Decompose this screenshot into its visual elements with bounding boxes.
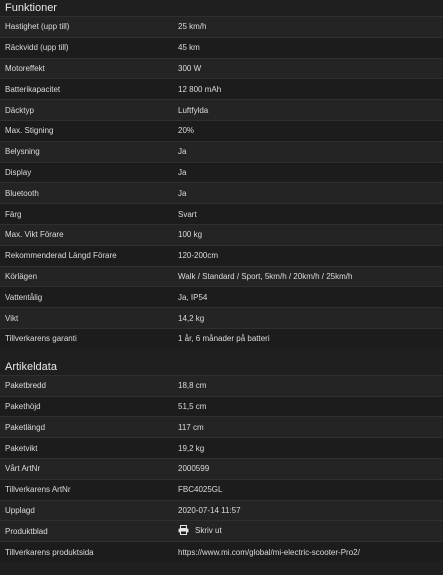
- row-label: Räckvidd (upp till): [5, 43, 69, 53]
- row-value: [178, 548, 443, 557]
- print-link-text: Skriv ut: [195, 525, 222, 535]
- row-label: Tillverkarens garanti: [5, 334, 77, 344]
- table-row: [0, 58, 443, 79]
- article-extra-rows: [0, 520, 443, 562]
- row-value: Luftfylda: [178, 105, 209, 115]
- manufacturer-link[interactable]: https://www.mi.com/global/mi-electric-scooter-Pro2/: [178, 547, 360, 557]
- row-value: 2020-07-14 11:57: [178, 505, 241, 515]
- table-row-manufacturer-page: [0, 541, 443, 562]
- row-value: 18,8 cm: [178, 381, 207, 391]
- row-label: Max. Vikt Förare: [5, 230, 64, 240]
- row-label: Paketbredd: [5, 381, 46, 391]
- row-value: 14,2 kg: [178, 313, 205, 323]
- table-row: [0, 266, 443, 287]
- row-label: Belysning: [5, 147, 40, 157]
- table-row: [0, 328, 443, 349]
- table-row: [0, 375, 443, 396]
- row-value: 300 W: [178, 63, 202, 73]
- table-row: [0, 437, 443, 458]
- printer-icon: [178, 525, 189, 535]
- table-row: [0, 500, 443, 521]
- table-row-product-sheet: [0, 520, 443, 541]
- row-label: Hastighet (upp till): [5, 22, 70, 32]
- functions-table: [0, 16, 443, 349]
- row-value: 12 800 mAh: [178, 84, 222, 94]
- row-label: Körlägen: [5, 271, 38, 281]
- table-row: [0, 78, 443, 99]
- table-row: [0, 182, 443, 203]
- section-title-functions: Funktioner: [5, 2, 57, 14]
- article-table: [0, 375, 443, 521]
- table-row: [0, 224, 443, 245]
- table-row: [0, 37, 443, 58]
- row-label: Vattentålig: [5, 292, 43, 302]
- table-row: [0, 141, 443, 162]
- row-label: Bluetooth: [5, 188, 39, 198]
- row-label: Rekommenderad Längd Förare: [5, 251, 117, 261]
- row-label: Pakethöjd: [5, 401, 41, 411]
- row-value: 100 kg: [178, 230, 203, 240]
- table-row: [0, 286, 443, 307]
- row-value: [178, 525, 443, 537]
- table-row: [0, 203, 443, 224]
- row-value: 45 km: [178, 43, 200, 53]
- row-label: Vikt: [5, 313, 19, 323]
- row-value: FBC4025GL: [178, 485, 223, 495]
- table-row: [0, 396, 443, 417]
- row-value: Ja, IP54: [178, 292, 208, 302]
- table-row: [0, 416, 443, 437]
- table-row: [0, 99, 443, 120]
- row-value: 51,5 cm: [178, 401, 207, 411]
- row-label: Färg: [5, 209, 22, 219]
- table-row: [0, 479, 443, 500]
- row-label: Paketvikt: [5, 443, 38, 453]
- row-value: Walk / Standard / Sport, 5km/h / 20km/h / 25km/h: [178, 271, 353, 281]
- print-link[interactable]: [178, 525, 222, 535]
- row-value: 1 år, 6 månader på batteri: [178, 334, 270, 344]
- table-row: [0, 245, 443, 266]
- row-value: Ja: [178, 167, 187, 177]
- table-row: [0, 16, 443, 37]
- row-value: 117 cm: [178, 422, 204, 432]
- row-label: Tillverkarens produktsida: [5, 547, 94, 557]
- row-value: Ja: [178, 188, 187, 198]
- row-label: Produktblad: [5, 526, 48, 536]
- row-value: Svart: [178, 209, 197, 219]
- row-label: Motoreffekt: [5, 63, 45, 73]
- row-value: 20%: [178, 126, 195, 136]
- row-label: Tillverkarens ArtNr: [5, 485, 71, 495]
- table-row: [0, 162, 443, 183]
- row-label: Max. Stigning: [5, 126, 54, 136]
- table-row: [0, 120, 443, 141]
- row-value: 25 km/h: [178, 22, 207, 32]
- row-value: Ja: [178, 147, 187, 157]
- row-label: Batterikapacitet: [5, 84, 61, 94]
- row-value: 2000599: [178, 464, 210, 474]
- row-value: 19,2 kg: [178, 443, 205, 453]
- row-label: Vårt ArtNr: [5, 464, 41, 474]
- row-label: Däcktyp: [5, 105, 34, 115]
- row-label: Paketlängd: [5, 422, 46, 432]
- section-title-article: Artikeldata: [5, 360, 57, 373]
- row-label: Display: [5, 167, 32, 177]
- table-row: [0, 307, 443, 328]
- row-value: 120-200cm: [178, 251, 219, 261]
- table-row: [0, 458, 443, 479]
- row-label: Upplagd: [5, 505, 35, 515]
